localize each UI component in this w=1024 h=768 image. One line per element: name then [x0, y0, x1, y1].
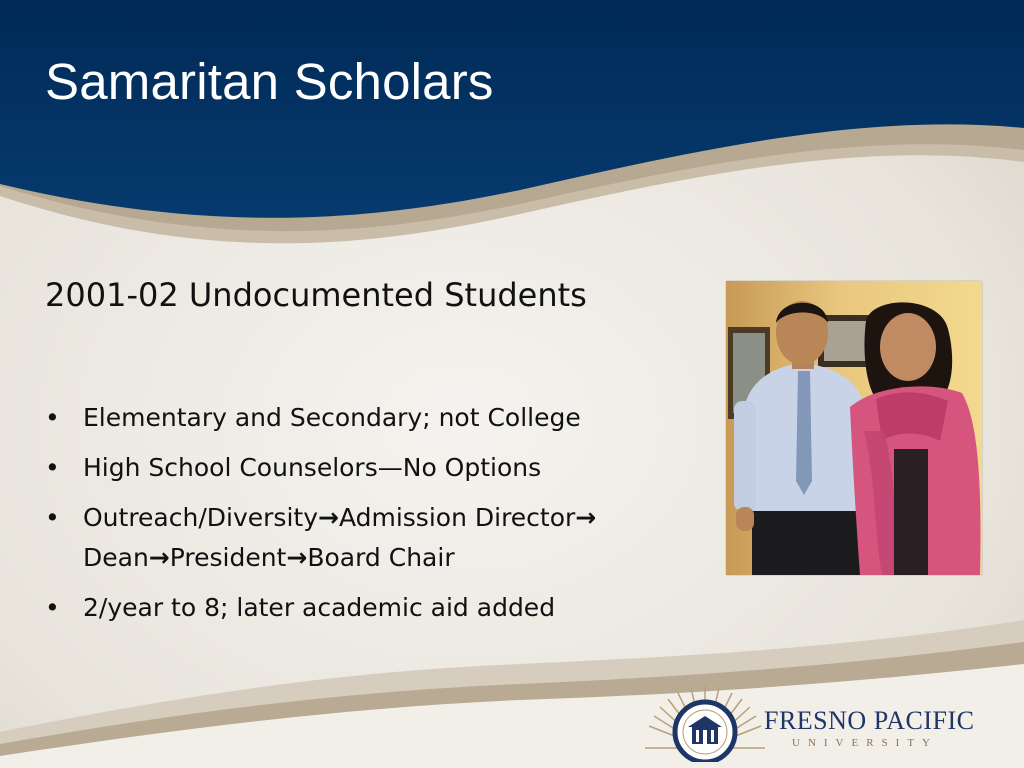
bullet-dot: •	[45, 503, 60, 532]
bullet-item	[45, 398, 695, 438]
right-arrow-icon: →	[318, 503, 339, 532]
bullet-text: 2/year to 8; later academic aid added	[83, 593, 556, 622]
university-logo	[640, 682, 1000, 762]
bullet-dot: •	[45, 453, 60, 482]
bullet-text-part: Board Chair	[307, 543, 455, 572]
bullet-list	[45, 398, 695, 638]
slide-subtitle: 2001-02 Undocumented Students	[45, 276, 587, 314]
bullet-text-part: President	[169, 543, 287, 572]
bullet-item	[45, 498, 695, 578]
bullet-text-part: Dean	[83, 543, 149, 572]
right-arrow-icon: →	[148, 543, 170, 572]
bullet-dot: •	[45, 593, 60, 622]
bullet-dot: •	[45, 403, 60, 432]
university-seal-icon	[640, 682, 770, 762]
university-name: FRESNO PACIFIC	[764, 706, 975, 735]
bullet-text-part: Admission Director	[338, 503, 576, 532]
slide-title: Samaritan Scholars	[45, 53, 494, 110]
right-arrow-icon: →	[286, 543, 308, 572]
bullet-text: High School Counselors—No Options	[83, 453, 542, 482]
right-arrow-icon: →	[575, 503, 597, 532]
university-label: UNIVERSITY	[792, 737, 938, 749]
bullet-text: Elementary and Secondary; not College	[83, 403, 581, 432]
bullet-item	[45, 448, 695, 488]
photo-image	[726, 281, 982, 575]
bullet-item	[45, 588, 695, 628]
bullet-text-part: Outreach/Diversity	[83, 503, 318, 532]
photo	[726, 281, 982, 575]
